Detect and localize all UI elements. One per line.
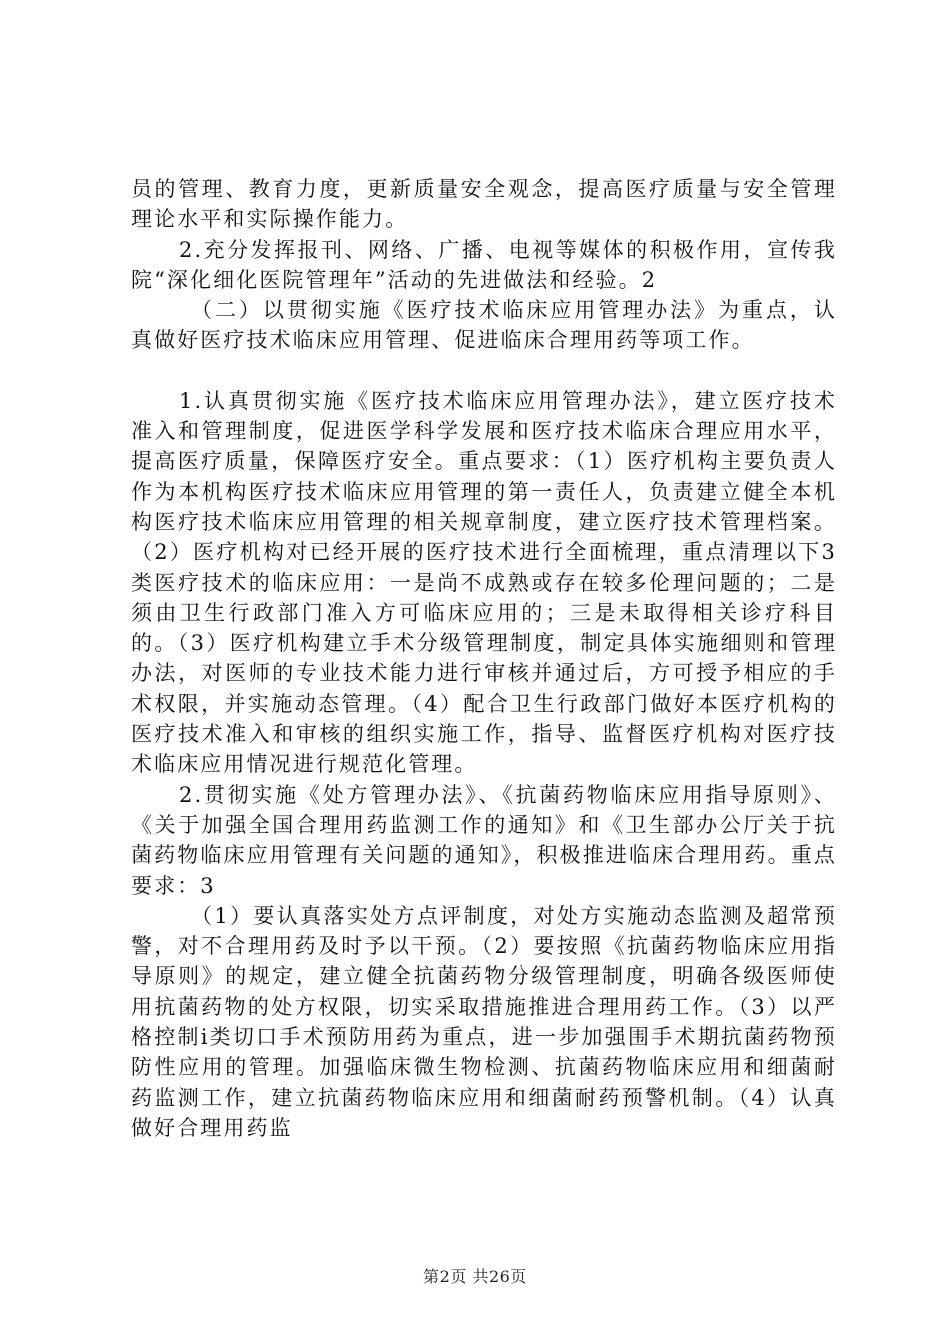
paragraph-item-2-media: 2.充分发挥报刊、网络、广播、电视等媒体的积极作用，宣传我院“深化细化医院管理年”活动的先进做法和经验。2: [131, 237, 837, 292]
document-body: [131, 174, 837, 1143]
page-footer: 第2页 共26页: [423, 1267, 527, 1286]
paragraph-item-1-medical-tech: 1.认真贯彻实施《医疗技术临床应用管理办法》，建立医疗技术准入和管理制度，促进医学科学发展和医疗技术临床合理应用水平，提高医疗质量，保障医疗安全。重点要求：（1）医疗机构主要负责人作为本机构医疗技术临床应用管理的第一责任人，负责建立健全本机构医疗技术临床应用管理的相关规章制度，建立医疗技术管理档案。（2）医疗机构对已经开展的医疗技术进行全面梳理，重点清理以下3类医疗技术的临床应用：一是尚不成熟或存在较多伦理问题的；二是须由卫生行政部门准入方可临床应用的；三是未取得相关诊疗科目的。（3）医疗机构建立手术分级管理制度，制定具体实施细则和管理办法，对医师的专业技术能力进行审核并通过后，方可授予相应的手术权限，并实施动态管理。（4）配合卫生行政部门做好本医疗机构的医疗技术准入和审核的组织实施工作，指导、监督医疗机构对医疗技术临床应用情况进行规范化管理。: [131, 388, 837, 777]
paragraph-gap: [131, 356, 837, 386]
paragraph-section-2-heading: （二）以贯彻实施《医疗技术临床应用管理办法》为重点，认真做好医疗技术临床应用管理、促进临床合理用药等项工作。: [131, 298, 837, 353]
paragraph-item-2-prescription: 2.贯彻实施《处方管理办法》、《抗菌药物临床应用指导原则》、《关于加强全国合理用药监测工作的通知》和《卫生部办公厅关于抗菌药物临床应用管理有关问题的通知》，积极推进临床合理用药。重点要求：3: [131, 782, 837, 898]
paragraph-continuation: 员的管理、教育力度，更新质量安全观念，提高医疗质量与安全管理理论水平和实际操作能力。: [131, 177, 837, 232]
paragraph-requirements: （1）要认真落实处方点评制度，对处方实施动态监测及超常预警，对不合理用药及时予以干预。（2）要按照《抗菌药物临床应用指导原则》的规定，建立健全抗菌药物分级管理制度，明确各级医师使用抗菌药物的处方权限，切实采取措施推进合理用药工作。（3）以严格控制i类切口手术预防用药为重点，进一步加强围手术期抗菌药物预防性应用的管理。加强临床微生物检测、抗菌药物临床应用和细菌耐药监测工作，建立抗菌药物临床应用和细菌耐药预警机制。（4）认真做好合理用药监: [131, 903, 837, 1140]
